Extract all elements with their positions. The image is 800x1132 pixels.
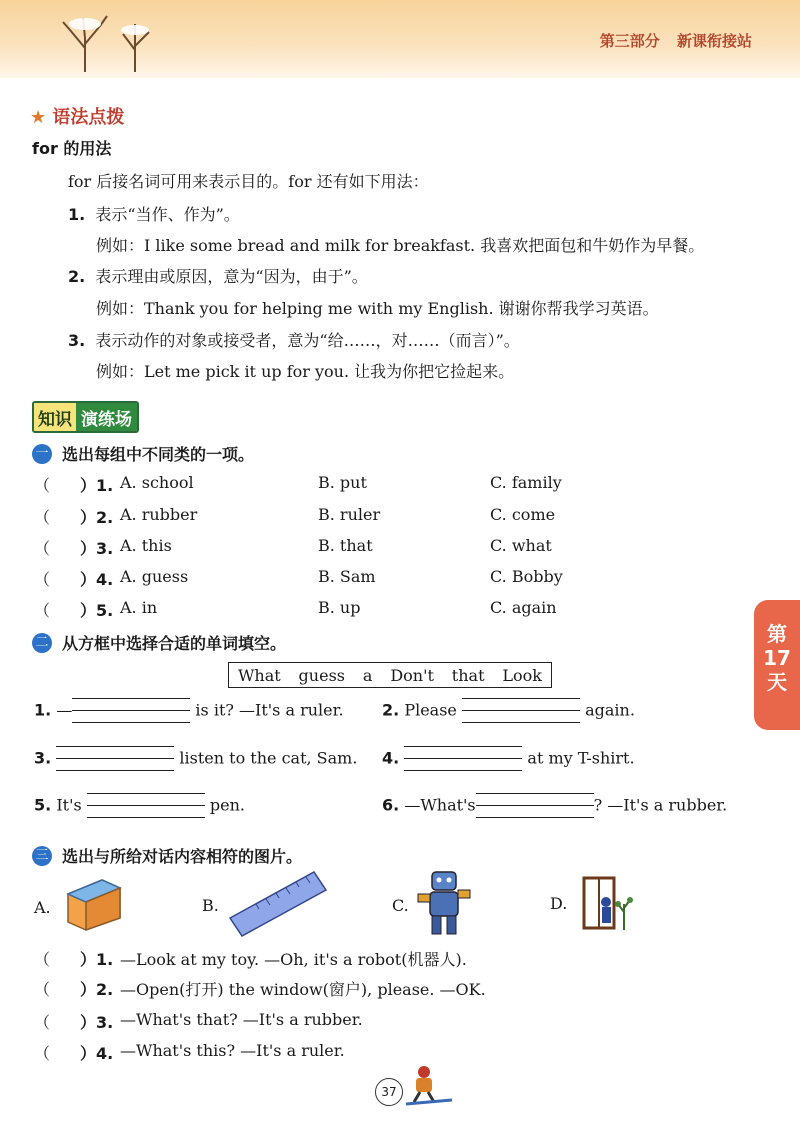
q1-item-number: ）2.: [80, 508, 114, 527]
answer-blank[interactable]: [476, 791, 594, 821]
sentence-prefix: —: [56, 700, 73, 720]
option-a: A. rubber: [120, 505, 198, 524]
day-tab: [754, 600, 800, 730]
answer-blank[interactable]: [87, 791, 205, 821]
word-box-item: a: [362, 665, 373, 685]
option-a: A. guess: [120, 567, 189, 586]
grammar-example-3: 例如：Let me pick it up for you. 让我为你把它捡起来。: [96, 362, 515, 381]
header-breadcrumb: [588, 30, 752, 51]
q1-number: 一: [32, 444, 52, 464]
option-b: B. put: [318, 473, 367, 492]
dialogue-text: —Open(打开) the window(窗户), please. —OK.: [120, 980, 486, 999]
option-a: A. in: [120, 598, 158, 617]
point-number: 3.: [68, 331, 86, 350]
q1-item-number: ）3.: [80, 539, 114, 558]
q2-heading: [32, 631, 286, 654]
q1-heading: [32, 442, 254, 465]
day-tab-line1: 第: [767, 622, 787, 646]
q1-row-2: [34, 505, 556, 528]
practice-badge: [32, 401, 139, 433]
option-a: A. school: [120, 473, 194, 492]
q3-title: 选出与所给对话内容相符的图片。: [62, 847, 303, 866]
q2-item-number: 4.: [382, 748, 400, 768]
q1-row-1: [34, 473, 562, 496]
option-c: C. family: [490, 473, 562, 492]
q3-row-2: [34, 977, 486, 1000]
dialogue-text: —Look at my toy. —Oh, it's a robot(机器人).: [120, 950, 467, 969]
q1-row-3: [34, 536, 552, 559]
q1-item-number: ）4.: [80, 570, 114, 589]
answer-bracket[interactable]: （: [34, 476, 51, 495]
window-picture[interactable]: [578, 874, 636, 934]
answer-bracket[interactable]: （: [34, 1013, 51, 1032]
q2-sentence-5: [34, 791, 245, 821]
q2-sentence-3: [34, 744, 357, 774]
day-tab-line3: 天: [767, 670, 787, 694]
grammar-intro: for 后接名词可用来表示目的。for 还有如下用法：: [68, 172, 429, 191]
day-tab-number: 17: [763, 646, 791, 670]
grammar-example-1: 例如：I like some bread and milk for breakfast. 我喜欢把面包和牛奶作为早餐。: [96, 236, 705, 255]
picture-label-b: B.: [202, 896, 219, 915]
point-number: 1.: [68, 205, 86, 224]
sentence-suffix: at my T-shirt.: [527, 748, 635, 768]
q1-item-number: ）5.: [80, 601, 114, 620]
point-text: 表示动作的对象或接受者，意为“给……，对……（而言）”。: [95, 331, 520, 350]
q2-title: 从方框中选择合适的单词填空。: [62, 634, 287, 653]
picture-label-c: C.: [392, 896, 409, 915]
word-box: [228, 662, 552, 688]
word-box-item: that: [451, 665, 485, 685]
q2-item-number: 5.: [34, 795, 52, 815]
q3-item-number: ）4.: [80, 1044, 114, 1063]
answer-bracket[interactable]: （: [34, 1044, 51, 1063]
word-box-item: Look: [502, 665, 542, 685]
answer-bracket[interactable]: （: [34, 950, 51, 969]
option-b: B. that: [318, 536, 373, 555]
grammar-title-text: 语法点拨: [52, 107, 125, 128]
badge-part2: 演练场: [76, 403, 137, 431]
header-part: 第三部分: [599, 32, 660, 50]
q3-number: 三: [32, 846, 52, 866]
q3-item-number: ）3.: [80, 1013, 114, 1032]
sentence-suffix: is it? —It's a ruler.: [195, 700, 344, 720]
word-box-item: What: [237, 665, 281, 685]
q1-title: 选出每组中不同类的一项。: [62, 445, 255, 464]
answer-bracket[interactable]: （: [34, 539, 51, 558]
q2-sentence-4: [382, 744, 635, 774]
q2-item-number: 2.: [382, 700, 400, 720]
option-a: A. this: [120, 536, 172, 555]
answer-blank[interactable]: [404, 744, 522, 774]
answer-blank[interactable]: [72, 696, 190, 726]
answer-bracket[interactable]: （: [34, 570, 51, 589]
sentence-suffix: pen.: [209, 795, 245, 815]
q3-item-number: ）1.: [80, 950, 114, 969]
grammar-example-2: 例如：Thank you for helping me with my English. 谢谢你帮我学习英语。: [96, 299, 659, 318]
point-text: 表示“当作、作为”。: [95, 205, 240, 224]
q2-sentence-1: [34, 696, 344, 726]
grammar-point-3: [68, 328, 520, 351]
dialogue-text: —What's this? —It's a ruler.: [120, 1041, 345, 1060]
point-number: 2.: [68, 267, 86, 286]
q3-row-4: [34, 1041, 345, 1064]
option-c: C. Bobby: [490, 567, 563, 586]
answer-blank[interactable]: [56, 744, 174, 774]
q1-row-4: [34, 567, 563, 590]
rubber-picture[interactable]: [62, 872, 124, 932]
sentence-suffix: ? —It's a rubber.: [593, 795, 728, 815]
q3-row-3: [34, 1010, 363, 1033]
q2-number: 二: [32, 633, 52, 653]
q3-heading: [32, 844, 302, 867]
option-c: C. again: [490, 598, 557, 617]
option-b: B. ruler: [318, 505, 381, 524]
picture-label-a: A.: [34, 898, 51, 917]
q3-row-1: [34, 947, 467, 970]
header-section: 新课衔接站: [676, 32, 752, 50]
page-number: 37: [375, 1078, 403, 1106]
skier-icon: [402, 1064, 458, 1108]
sentence-prefix: It's: [56, 795, 82, 815]
option-b: B. Sam: [318, 567, 376, 586]
sentence-prefix: —What's: [404, 795, 476, 815]
answer-bracket[interactable]: （: [34, 980, 51, 999]
point-text: 表示理由或原因，意为“因为，由于”。: [95, 267, 368, 286]
grammar-point-2: [68, 264, 368, 287]
word-box-item: Don't: [390, 665, 434, 685]
tree-illustration: [55, 8, 165, 74]
q1-row-5: [34, 598, 557, 621]
answer-blank[interactable]: [462, 696, 580, 726]
sentence-prefix: Please: [404, 700, 457, 720]
star-icon: ★: [30, 107, 47, 128]
answer-bracket[interactable]: （: [34, 508, 51, 527]
q2-sentence-2: [382, 696, 635, 726]
grammar-point-1: [68, 202, 240, 225]
q2-item-number: 6.: [382, 795, 400, 815]
option-c: C. come: [490, 505, 556, 524]
q2-sentence-6: [382, 791, 727, 821]
robot-picture[interactable]: [414, 866, 476, 938]
option-c: C. what: [490, 536, 552, 555]
answer-bracket[interactable]: （: [34, 601, 51, 620]
picture-label-d: D.: [550, 894, 568, 913]
q3-item-number: ）2.: [80, 980, 114, 999]
badge-part1: 知识: [34, 403, 76, 431]
option-b: B. up: [318, 598, 361, 617]
grammar-subtitle: for 的用法: [32, 139, 112, 158]
grammar-title: [30, 103, 124, 129]
q1-item-number: ）1.: [80, 476, 114, 495]
word-box-item: guess: [298, 665, 345, 685]
ruler-picture[interactable]: [226, 868, 330, 938]
q2-item-number: 3.: [34, 748, 52, 768]
sentence-suffix: again.: [585, 700, 635, 720]
dialogue-text: —What's that? —It's a rubber.: [120, 1010, 363, 1029]
q2-item-number: 1.: [34, 700, 52, 720]
sentence-suffix: listen to the cat, Sam.: [179, 748, 358, 768]
